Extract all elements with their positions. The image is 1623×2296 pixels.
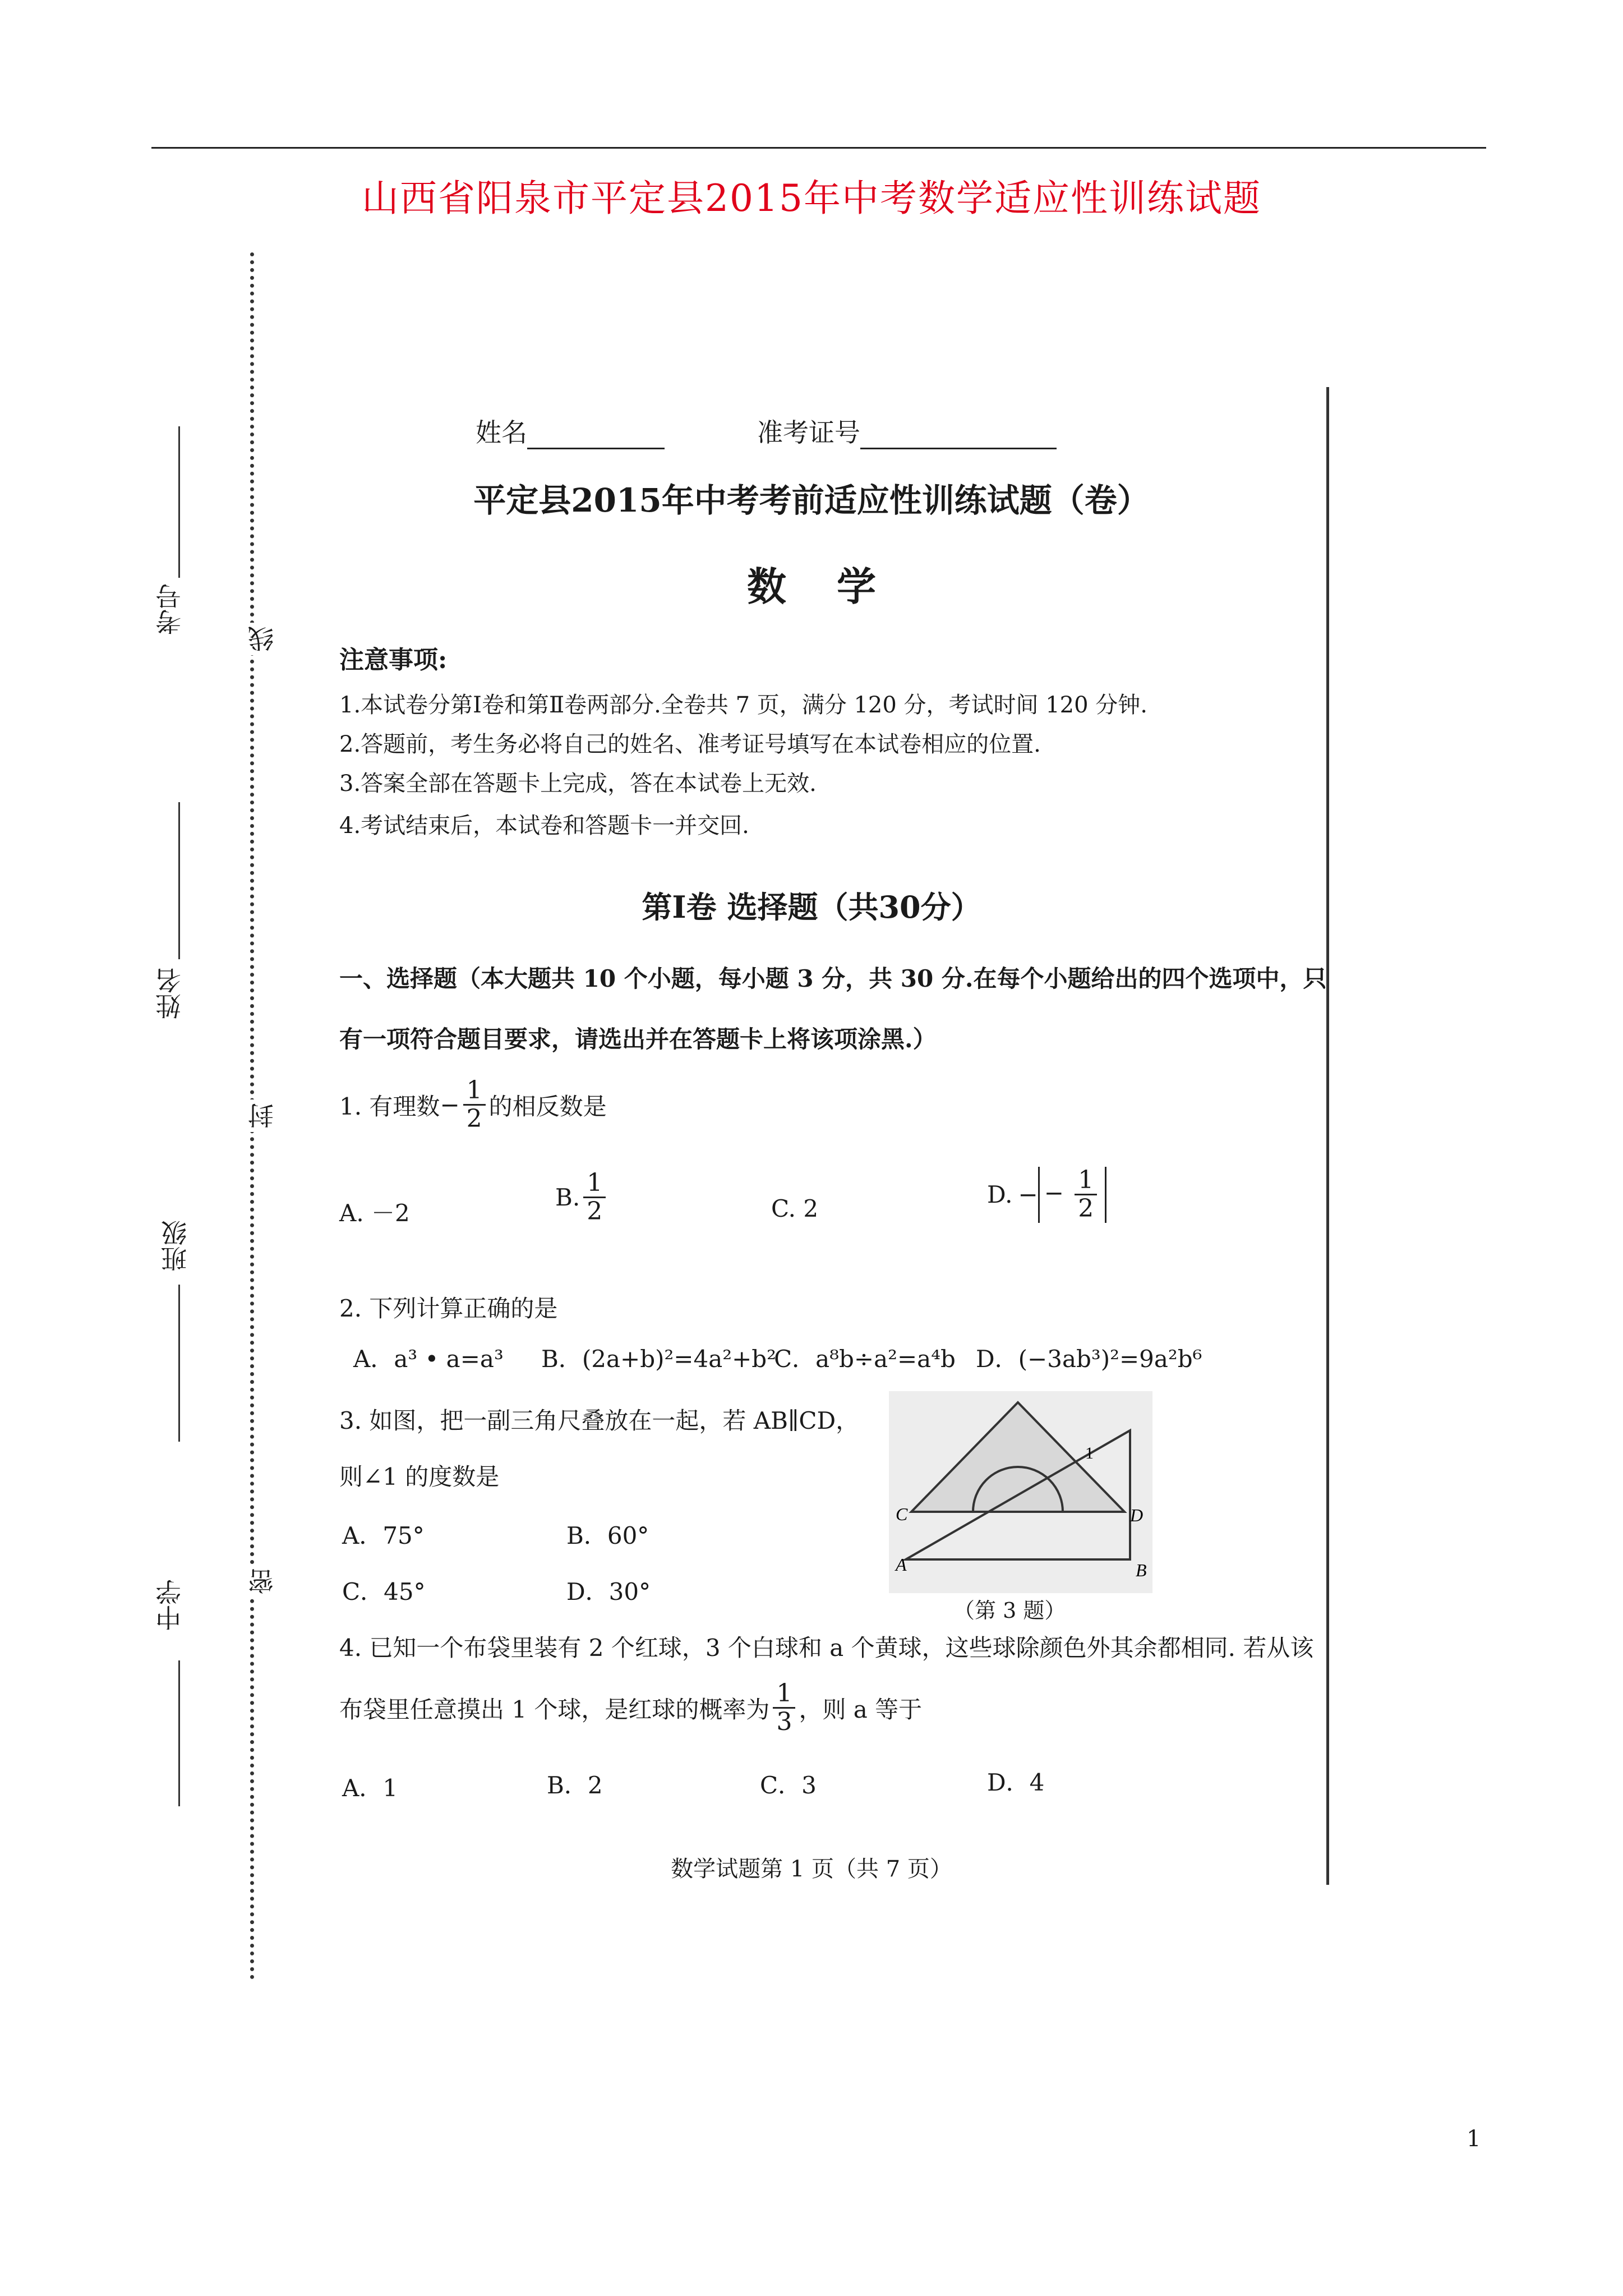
q3-option-d: D．30° [566, 1578, 651, 1605]
q1-b-fraction [583, 1170, 606, 1226]
q1-d-outer-minus: − [1018, 1181, 1038, 1209]
q1-b-numerator: 1 [583, 1170, 606, 1198]
figure-caption: （第 3 题） [953, 1598, 1066, 1623]
q3-option-a: A．75° [342, 1522, 425, 1549]
name-field-label: 姓名 [476, 417, 527, 448]
notice-item: 3.答案全部在答题卡上完成，答在本试卷上无效. [339, 771, 817, 797]
question-3-stem-line-1: 3. 如图，把一副三角尺叠放在一起，若 AB∥CD， [339, 1407, 860, 1434]
q1-a-value: －2 [371, 1199, 410, 1227]
fig-label-c: C [896, 1504, 908, 1524]
q1-denominator: 2 [466, 1105, 482, 1134]
q1-option-a [339, 1195, 410, 1228]
top-rule [151, 147, 1486, 149]
seal-mark-seal: 封 [244, 1099, 281, 1132]
question-2-stem: 2. 下列计算正确的是 [339, 1295, 558, 1322]
q4-denominator: 3 [776, 1708, 792, 1737]
page-number: 1 [1467, 2126, 1481, 2152]
notice-item: 2.答题前，考生务必将自己的姓名、准考证号填写在本试卷相应的位置. [339, 731, 1041, 757]
q3-option-c: C．45° [342, 1578, 426, 1605]
sidebar-name-line [178, 802, 180, 959]
q4-option-c: C．3 [760, 1772, 817, 1799]
q1-d-fraction [1075, 1167, 1097, 1223]
fig-label-b: B [1136, 1560, 1147, 1580]
q1-d-label: D. [987, 1181, 1013, 1209]
q1-numerator: 1 [463, 1077, 486, 1106]
notice-item: 1.本试卷分第Ⅰ卷和第Ⅱ卷两部分.全卷共 7 页，满分 120 分，考试时间 120 分钟. [339, 692, 1148, 718]
notice-item: 4.考试结束后，本试卷和答题卡一并交回. [339, 813, 749, 839]
q4-numerator: 1 [773, 1680, 795, 1709]
q2-option-d: D．(−3ab³)²=9a²b⁶ [976, 1345, 1202, 1373]
q1-minus: − [440, 1091, 460, 1119]
q3-option-b: B．60° [566, 1522, 649, 1549]
q2-option-b: B．(2a+b)²=4a²+b² [541, 1345, 777, 1373]
sidebar-name-label: 姓名 [155, 968, 185, 1019]
question-1-stem [339, 1077, 607, 1133]
q4-fraction [773, 1680, 795, 1736]
sidebar-class-line [178, 1285, 180, 1442]
question-4-stem-line-1: 4. 已知一个布袋里装有 2 个红球，3 个白球和 a 个黄球，这些球除颜色外其余都相同. 若从该 [339, 1634, 1314, 1662]
q1-stem-suffix: 的相反数是 [488, 1092, 607, 1120]
section-title: 第Ⅰ卷 选择题（共30分） [642, 889, 981, 925]
page-footer: 数学试题第 1 页（共 7 页） [671, 1856, 952, 1882]
fig-label-a: A [896, 1554, 907, 1575]
sidebar-school-label: 中学 [155, 1579, 185, 1631]
sidebar-school-line [178, 1660, 180, 1806]
name-field [476, 412, 665, 449]
q4-option-a: A．1 [342, 1774, 398, 1802]
q1-b-label: B. [555, 1184, 580, 1212]
q1-b-denominator: 2 [587, 1197, 603, 1226]
fig-label-d: D [1130, 1505, 1144, 1525]
triangle-ruler-figure [889, 1391, 1152, 1593]
name-field-blank [527, 422, 665, 449]
notice-heading: 注意事项: [339, 646, 448, 674]
document-title: 山西省阳泉市平定县2015年中考数学适应性训练试题 [362, 177, 1261, 220]
instructions-line-2: 有一项符合题目要求，请选出并在答题卡上将该项涂黑.） [339, 1025, 937, 1053]
seal-mark-close: 密 [244, 1565, 281, 1598]
ticket-field [757, 412, 1057, 449]
q1-c-label: C. [771, 1195, 796, 1222]
q1-option-c [771, 1195, 818, 1222]
fig-label-angle-1: 1 [1085, 1444, 1094, 1462]
q4-option-d: D．4 [987, 1769, 1045, 1796]
instructions-line-1: 一、选择题（本大题共 10 个小题，每小题 3 分，共 30 分.在每个小题给出的四个选项中，只 [339, 965, 1327, 992]
q1-d-denominator: 2 [1078, 1194, 1094, 1223]
question-3-stem-line-2: 则∠1 的度数是 [339, 1463, 500, 1490]
subject-title: 数学 [747, 563, 926, 610]
q4-option-b: B．2 [547, 1772, 603, 1799]
q1-c-value: 2 [803, 1195, 819, 1222]
seal-mark-line: 线 [244, 623, 281, 655]
sidebar-exam-no-label: 考号 [155, 583, 185, 635]
paper-title: 平定县2015年中考考前适应性训练试题（卷） [473, 481, 1150, 519]
q4-stem-suffix: ，则 a 等于 [799, 1695, 923, 1723]
q2-option-a: A．a³ • a=a³ [353, 1345, 504, 1373]
ticket-field-label: 准考证号 [757, 417, 860, 448]
sidebar-class-label: 班级 [160, 1220, 191, 1272]
q1-stem-prefix: 1. 有理数 [339, 1092, 440, 1120]
q1-d-inner-minus: − [1044, 1179, 1064, 1207]
q1-a-label: A. [339, 1199, 364, 1227]
q4-stem-prefix: 布袋里任意摸出 1 个球，是红球的概率为 [339, 1695, 770, 1723]
q2-option-c: C．a⁸b÷a²=a⁴b [774, 1345, 956, 1373]
q1-d-numerator: 1 [1075, 1167, 1097, 1195]
q1-option-b [555, 1170, 609, 1226]
q1-fraction [463, 1077, 486, 1133]
question-4-stem-line-2 [339, 1680, 922, 1736]
q1-option-d [987, 1167, 1106, 1223]
q1-d-absolute-value [1038, 1167, 1107, 1223]
ticket-field-blank [860, 422, 1057, 449]
